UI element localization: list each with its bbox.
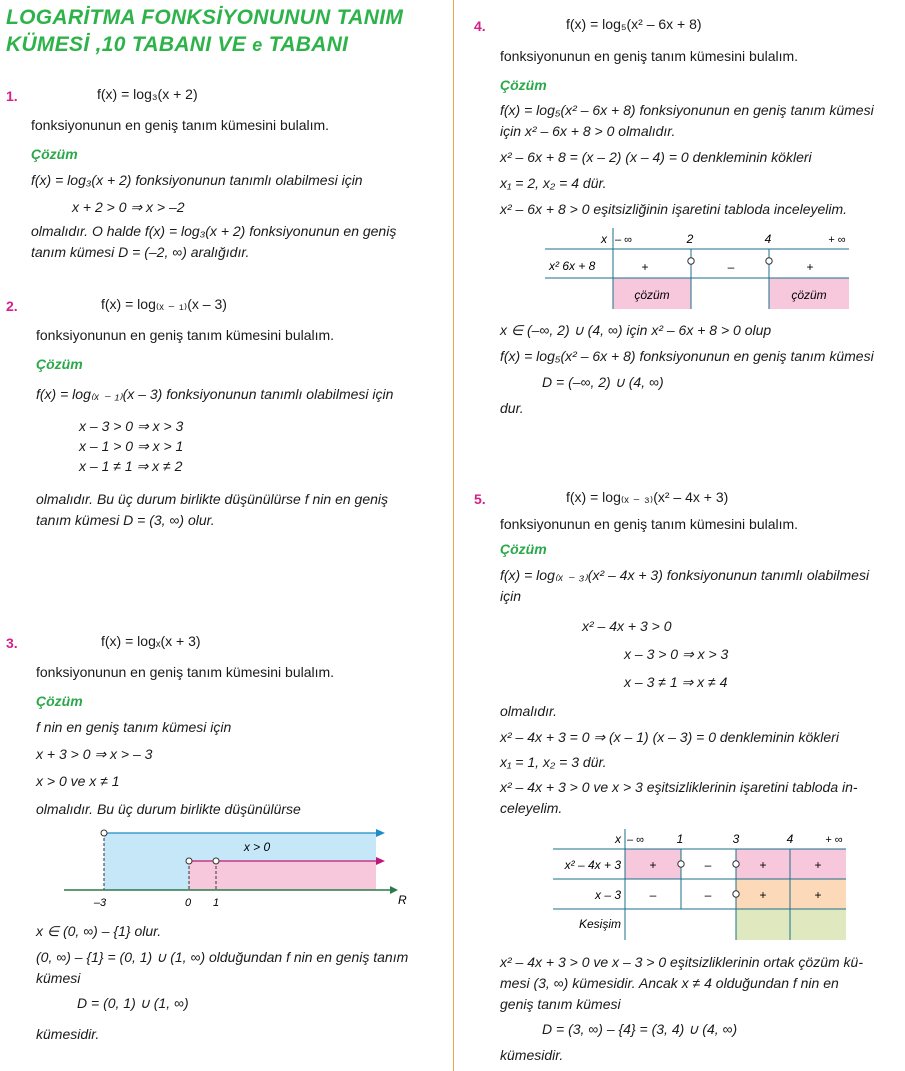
table-header: x bbox=[615, 832, 621, 846]
table-header: – ∞ bbox=[615, 234, 633, 246]
sign: – bbox=[704, 858, 712, 872]
problem-3-number-line bbox=[60, 826, 420, 908]
root-point bbox=[733, 891, 739, 897]
problem-5-line: x² – 4x + 3 > 0 ve x – 3 > 0 eşitsizliklerinin ortak çözüm kü- bbox=[500, 954, 863, 970]
problem-3-line: kümesidir. bbox=[36, 1026, 100, 1042]
problem-3-line: kümesi bbox=[36, 970, 81, 986]
problem-2-line: tanım kümesi D = (3, ∞) olur. bbox=[36, 512, 215, 528]
problem-2-line: f(x) = log₍ₓ ₋ ₁₎(x – 3) fonksiyonunun tanımlı olabilmesi için bbox=[36, 386, 394, 402]
problem-5-number: 5. bbox=[474, 491, 486, 507]
table-header: – ∞ bbox=[627, 834, 645, 846]
row-label: x² 6x + 8 bbox=[549, 259, 596, 273]
sign: + bbox=[649, 858, 657, 872]
problem-3-solution-heading: Çözüm bbox=[36, 693, 83, 709]
problem-5-condition: x – 3 > 0 ⇒ x > 3 bbox=[624, 646, 729, 662]
table-header: + ∞ bbox=[825, 834, 843, 846]
problem-5-line: x₁ = 1, x₂ = 3 dür. bbox=[500, 754, 607, 770]
problem-2-task: fonksiyonunun en geniş tanım kümesini bulalım. bbox=[36, 327, 335, 343]
problem-4-function: f(x) = log₅(x² – 6x + 8) bbox=[566, 16, 702, 32]
problem-1-number: 1. bbox=[6, 88, 18, 104]
problem-4-line: f(x) = log₅(x² – 6x + 8) fonksiyonunun en geniş tanım kümesi bbox=[500, 348, 874, 364]
root-point bbox=[688, 258, 694, 264]
sign: + bbox=[759, 888, 767, 902]
title-part-e: e bbox=[252, 35, 263, 55]
solution-label: çözüm bbox=[634, 288, 670, 302]
problem-3-line: (0, ∞) – {1} = (0, 1) ∪ (1, ∞) olduğundan f nin en geniş tanım bbox=[36, 949, 409, 965]
problem-2-condition: x – 1 > 0 ⇒ x > 1 bbox=[79, 438, 184, 454]
axis-arrow bbox=[390, 886, 398, 894]
problem-4-task: fonksiyonunun en geniş tanım kümesini bulalım. bbox=[500, 48, 799, 64]
open-point bbox=[101, 830, 107, 836]
problem-5-condition: x² – 4x + 3 > 0 bbox=[582, 618, 672, 634]
problem-2-function: f(x) = log₍ₓ ₋ ₁₎(x – 3) bbox=[101, 296, 227, 312]
problem-1-task: fonksiyonunun en geniş tanım kümesini bulalım. bbox=[31, 117, 330, 133]
root-point bbox=[678, 861, 684, 867]
problem-3-line: x ∈ (0, ∞) – {1} olur. bbox=[36, 923, 162, 939]
tick-label: –3 bbox=[93, 897, 107, 908]
page-title-line1: LOGARİTMA FONKSİYONUNUN TANIM bbox=[6, 6, 404, 29]
solution-label: çözüm bbox=[791, 288, 827, 302]
table-header: 2 bbox=[686, 232, 694, 246]
sign: + bbox=[814, 888, 822, 902]
problem-5-line: x² – 4x + 3 = 0 ⇒ (x – 1) (x – 3) = 0 denkleminin kökleri bbox=[500, 729, 839, 745]
table-header: + ∞ bbox=[828, 234, 846, 246]
problem-3-line: D = (0, 1) ∪ (1, ∞) bbox=[77, 995, 189, 1011]
problem-3-line: x > 0 ve x ≠ 1 bbox=[36, 773, 120, 789]
problem-5-line: kümesidir. bbox=[500, 1047, 564, 1063]
problem-4-line: dur. bbox=[500, 400, 524, 416]
table-header: 4 bbox=[764, 232, 772, 246]
title-part-kumesi: KÜMESİ bbox=[6, 33, 90, 56]
problem-5-line: için bbox=[500, 588, 522, 604]
region-x-gt-0-pink bbox=[189, 861, 376, 890]
problem-4-line: f(x) = log₅(x² – 6x + 8) fonksiyonunun en geniş tanım kümesi bbox=[500, 102, 874, 118]
sign: – bbox=[649, 888, 657, 902]
page-title-line2 bbox=[6, 33, 348, 57]
problem-4-sign-table bbox=[545, 224, 855, 314]
problem-5-line: x² – 4x + 3 > 0 ve x > 3 eşitsizliklerinin işaretini tabloda in- bbox=[500, 779, 858, 795]
tick-label: 0 bbox=[184, 897, 192, 908]
problem-4-line: D = (–∞, 2) ∪ (4, ∞) bbox=[542, 374, 664, 390]
problem-4-line: için x² – 6x + 8 > 0 olmalıdır. bbox=[500, 123, 676, 139]
problem-4-line: x² – 6x + 8 > 0 eşitsizliğinin işaretini tabloda inceleyelim. bbox=[500, 201, 848, 217]
problem-2-condition: x – 3 > 0 ⇒ x > 3 bbox=[79, 418, 184, 434]
problem-3-task: fonksiyonunun en geniş tanım kümesini bulalım. bbox=[36, 664, 335, 680]
problem-5-function: f(x) = log₍ₓ ₋ ₃₎(x² – 4x + 3) bbox=[566, 489, 729, 505]
row-label: x – 3 bbox=[594, 888, 621, 902]
root-point bbox=[733, 861, 739, 867]
intersection-cell bbox=[736, 909, 846, 940]
pos-cell bbox=[736, 879, 846, 909]
region-label: x > 0 bbox=[243, 840, 271, 854]
root-point bbox=[766, 258, 772, 264]
sign: – bbox=[727, 260, 735, 274]
arrow-head bbox=[376, 829, 385, 837]
sign: – bbox=[704, 888, 712, 902]
problem-5-line: geniş tanım kümesi bbox=[500, 996, 621, 1012]
problem-2-number: 2. bbox=[6, 298, 18, 314]
arrow-head bbox=[376, 857, 385, 865]
problem-3-line: f nin en geniş tanım kümesi için bbox=[36, 719, 232, 735]
problem-4-solution-heading: Çözüm bbox=[500, 77, 547, 93]
problem-1-line: olmalıdır. O halde f(x) = log₃(x + 2) fonksiyonunun en geniş bbox=[31, 223, 397, 239]
sign: + bbox=[759, 858, 767, 872]
problem-5-line: f(x) = log₍ₓ ₋ ₃₎(x² – 4x + 3) fonksiyonunun tanımlı olabilmesi bbox=[500, 567, 870, 583]
problem-5-sign-table bbox=[553, 826, 853, 944]
problem-3-number: 3. bbox=[6, 635, 18, 651]
sign: + bbox=[806, 260, 814, 274]
problem-2-line: olmalıdır. Bu üç durum birlikte düşünülürse f nin en geniş bbox=[36, 491, 388, 507]
title-part-10: ,10 TABANI VE bbox=[89, 33, 253, 56]
row-label: x² – 4x + 3 bbox=[564, 858, 621, 872]
column-divider bbox=[453, 0, 454, 1071]
problem-1-solution-heading: Çözüm bbox=[31, 146, 78, 162]
problem-4-line: x² – 6x + 8 = (x – 2) (x – 4) = 0 denkleminin kökleri bbox=[500, 149, 812, 165]
problem-5-condition: x – 3 ≠ 1 ⇒ x ≠ 4 bbox=[624, 674, 728, 690]
problem-5-task: fonksiyonunun en geniş tanım kümesini bulalım. bbox=[500, 516, 799, 532]
problem-2-solution-heading: Çözüm bbox=[36, 356, 83, 372]
row-label: Kesişim bbox=[578, 917, 621, 931]
problem-1-line: tanım kümesi D = (–2, ∞) aralığıdır. bbox=[31, 244, 250, 260]
tick-label: 1 bbox=[212, 897, 220, 908]
axis-label: R bbox=[398, 893, 407, 907]
problem-4-line: x₁ = 2, x₂ = 4 dür. bbox=[500, 175, 607, 191]
problem-3-line: olmalıdır. Bu üç durum birlikte düşünülürse bbox=[36, 801, 301, 817]
problem-1-line: x + 2 > 0 ⇒ x > –2 bbox=[72, 199, 185, 215]
problem-5-line: olmalıdır. bbox=[500, 703, 558, 719]
table-header: 3 bbox=[732, 832, 740, 846]
table-header: 1 bbox=[676, 832, 684, 846]
problem-4-number: 4. bbox=[474, 18, 486, 34]
problem-5-line: D = (3, ∞) – {4} = (3, 4) ∪ (4, ∞) bbox=[542, 1021, 738, 1037]
pos-cell bbox=[736, 849, 846, 879]
problem-5-solution-heading: Çözüm bbox=[500, 541, 547, 557]
problem-5-line: mesi (3, ∞) kümesidir. Ancak x ≠ 4 olduğundan f nin en bbox=[500, 975, 839, 991]
open-point bbox=[186, 858, 192, 864]
problem-4-line: x ∈ (–∞, 2) ∪ (4, ∞) için x² – 6x + 8 > 0 olup bbox=[500, 322, 772, 338]
problem-1-line: f(x) = log₃(x + 2) fonksiyonunun tanımlı olabilmesi için bbox=[31, 172, 363, 188]
sign: + bbox=[641, 260, 649, 274]
table-header: x bbox=[601, 232, 607, 246]
problem-1-function: f(x) = log₃(x + 2) bbox=[97, 86, 198, 102]
problem-3-line: x + 3 > 0 ⇒ x > – 3 bbox=[36, 746, 153, 762]
sign: + bbox=[814, 858, 822, 872]
title-part-tabani: TABANI bbox=[262, 33, 349, 56]
open-point bbox=[213, 858, 219, 864]
problem-5-line: celeyelim. bbox=[500, 800, 563, 816]
problem-2-condition: x – 1 ≠ 1 ⇒ x ≠ 2 bbox=[79, 458, 183, 474]
table-header: 4 bbox=[786, 832, 794, 846]
problem-3-function: f(x) = logₓ(x + 3) bbox=[101, 633, 201, 649]
